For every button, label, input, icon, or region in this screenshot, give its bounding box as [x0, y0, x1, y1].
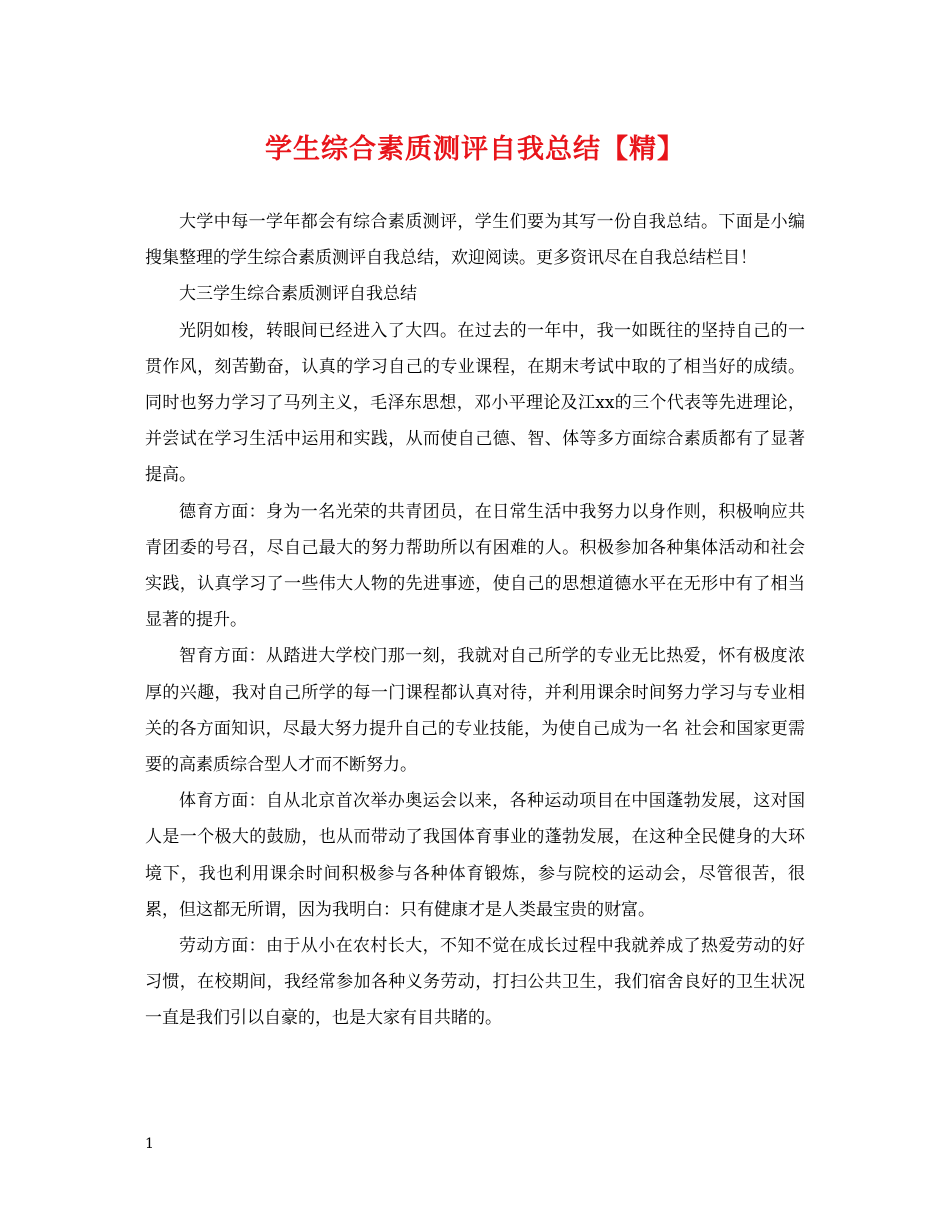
- physical-education-paragraph: 体育方面：自从北京首次举办奥运会以来，各种运动项目在中国蓬勃发展，这对国人是一个极大的鼓励，也从而带动了我国体育事业的蓬勃发展，在这种全民健身的大环境下，我也利用课余时间积极参与各种体育锻炼，参与院校的运动会，尽管很苦，很累，但这都无所谓，因为我明白：只有健康才是人类最宝贵的财富。: [145, 791, 805, 920]
- moral-education-paragraph: 德育方面：身为一名光荣的共青团员，在日常生活中我努力以身作则，积极响应共青团委的号召，尽自己最大的努力帮助所以有困难的人。积极参加各种集体活动和社会实践，认真学习了一些伟大人物的先进事迹，使自己的思想道德水平在无形中有了相当显著的提升。: [145, 501, 805, 631]
- summary-paragraph: 光阴如梭，转眼间已经进入了大四。在过去的一年中，我一如既往的坚持自己的一贯作风，刻苦勤奋，认真的学习自己的专业课程，在期末考试中取的了相当好的成绩。同时也努力学习了马列主义，毛泽东思想，邓小平理论及江xx的三个代表等先进理论，并尝试在学习生活中运用和实践，从而使自己德、智、体等多方面综合素质都有了显著提高。: [145, 320, 805, 486]
- intellectual-education-paragraph: 智育方面：从踏进大学校门那一刻，我就对自己所学的专业无比热爱，怀有极度浓厚的兴趣，我对自己所学的每一门课程都认真对待，并利用课余时间努力学习与专业相关的各方面知识，尽最大努力提升自己的专业技能，为使自己成为一名 社会和国家更需要的高素质综合型人才而不断努力。: [145, 646, 805, 776]
- section-heading: 大三学生综合素质测评自我总结: [179, 284, 417, 305]
- intro-paragraph: 大学中每一学年都会有综合素质测评，学生们要为其写一份自我总结。下面是小编搜集整理的学生综合素质测评自我总结，欢迎阅读。更多资讯尽在自我总结栏目！: [145, 212, 805, 269]
- labor-education-paragraph: 劳动方面：由于从小在农村长大，不知不觉在成长过程中我就养成了热爱劳动的好习惯，在校期间，我经常参加各种义务劳动，打扫公共卫生，我们宿舍良好的卫生状况一直是我们引以自豪的，也是大家有目共睹的。: [145, 936, 805, 1029]
- document-title: 学生综合素质测评自我总结【精】: [265, 134, 685, 165]
- page-number: 1: [145, 1136, 154, 1152]
- document-body: [145, 204, 805, 1037]
